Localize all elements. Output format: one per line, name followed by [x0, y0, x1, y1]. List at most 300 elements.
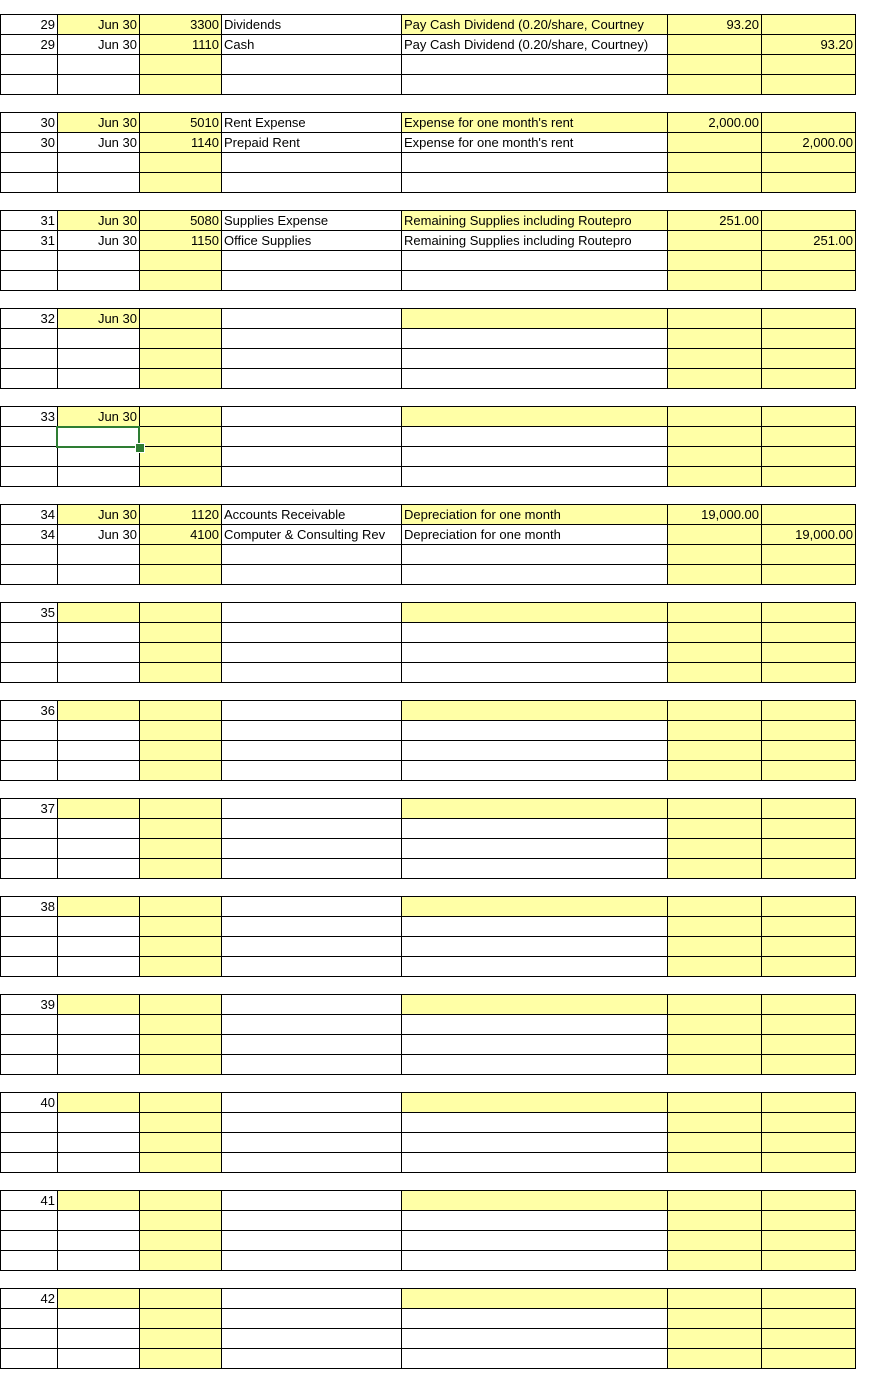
account-number-cell[interactable]: [140, 798, 222, 819]
date-cell[interactable]: [58, 14, 140, 35]
credit-cell[interactable]: [762, 1211, 856, 1231]
description-cell[interactable]: [402, 1035, 668, 1055]
account-title-cell[interactable]: [222, 602, 402, 623]
description-cell[interactable]: [402, 643, 668, 663]
debit-cell[interactable]: [668, 565, 762, 585]
credit-cell[interactable]: [762, 565, 856, 585]
account-number-cell[interactable]: [140, 1055, 222, 1075]
account-title-cell[interactable]: [222, 1092, 402, 1113]
debit-cell[interactable]: [668, 504, 762, 525]
account-number-cell[interactable]: [140, 839, 222, 859]
description-cell[interactable]: [402, 308, 668, 329]
debit-cell[interactable]: [668, 467, 762, 487]
description-cell[interactable]: [402, 896, 668, 917]
credit-cell[interactable]: [762, 1015, 856, 1035]
entry-number-cell[interactable]: [0, 643, 58, 663]
credit-cell[interactable]: [762, 1288, 856, 1309]
date-cell[interactable]: [58, 859, 140, 879]
date-cell[interactable]: [58, 741, 140, 761]
debit-cell[interactable]: [668, 1113, 762, 1133]
description-cell[interactable]: [402, 173, 668, 193]
account-title-cell[interactable]: [222, 741, 402, 761]
description-cell[interactable]: [402, 467, 668, 487]
account-number-cell[interactable]: [140, 1329, 222, 1349]
account-number-cell[interactable]: [140, 663, 222, 683]
description-cell[interactable]: [402, 545, 668, 565]
description-cell[interactable]: [402, 504, 668, 525]
debit-cell[interactable]: [668, 75, 762, 95]
entry-number-cell[interactable]: [0, 937, 58, 957]
description-cell[interactable]: [402, 741, 668, 761]
account-number-cell[interactable]: [140, 917, 222, 937]
description-cell[interactable]: [402, 602, 668, 623]
account-title-cell[interactable]: [222, 308, 402, 329]
description-cell[interactable]: [402, 153, 668, 173]
description-cell[interactable]: [402, 329, 668, 349]
account-number-cell[interactable]: [140, 1251, 222, 1271]
entry-number-cell[interactable]: [0, 859, 58, 879]
date-cell[interactable]: [58, 663, 140, 683]
account-title-cell[interactable]: [222, 349, 402, 369]
debit-cell[interactable]: [668, 623, 762, 643]
date-cell[interactable]: [58, 210, 140, 231]
date-cell[interactable]: [58, 1133, 140, 1153]
debit-cell[interactable]: [668, 1153, 762, 1173]
credit-cell[interactable]: [762, 896, 856, 917]
credit-cell[interactable]: [762, 133, 856, 153]
debit-cell[interactable]: [668, 210, 762, 231]
account-title-cell[interactable]: [222, 957, 402, 977]
account-title-cell[interactable]: [222, 1251, 402, 1271]
entry-number-cell[interactable]: [0, 957, 58, 977]
debit-cell[interactable]: [668, 896, 762, 917]
account-title-cell[interactable]: [222, 1288, 402, 1309]
account-title-cell[interactable]: [222, 1133, 402, 1153]
description-cell[interactable]: [402, 133, 668, 153]
account-number-cell[interactable]: [140, 700, 222, 721]
credit-cell[interactable]: [762, 643, 856, 663]
description-cell[interactable]: [402, 1153, 668, 1173]
account-number-cell[interactable]: [140, 210, 222, 231]
description-cell[interactable]: [402, 1288, 668, 1309]
description-cell[interactable]: [402, 349, 668, 369]
date-cell[interactable]: [58, 231, 140, 251]
account-number-cell[interactable]: [140, 623, 222, 643]
entry-number-cell[interactable]: [0, 1153, 58, 1173]
description-cell[interactable]: [402, 1133, 668, 1153]
entry-number-cell[interactable]: [0, 427, 58, 447]
account-title-cell[interactable]: [222, 565, 402, 585]
account-number-cell[interactable]: [140, 1349, 222, 1369]
entry-number-cell[interactable]: [0, 663, 58, 683]
debit-cell[interactable]: [668, 761, 762, 781]
entry-number-cell[interactable]: [0, 251, 58, 271]
account-title-cell[interactable]: [222, 1211, 402, 1231]
debit-cell[interactable]: [668, 1251, 762, 1271]
account-number-cell[interactable]: [140, 75, 222, 95]
account-title-cell[interactable]: [222, 1015, 402, 1035]
debit-cell[interactable]: [668, 55, 762, 75]
credit-cell[interactable]: [762, 329, 856, 349]
debit-cell[interactable]: [668, 173, 762, 193]
account-number-cell[interactable]: [140, 721, 222, 741]
account-title-cell[interactable]: [222, 447, 402, 467]
date-cell[interactable]: [58, 721, 140, 741]
account-title-cell[interactable]: [222, 994, 402, 1015]
credit-cell[interactable]: [762, 427, 856, 447]
date-cell[interactable]: [58, 643, 140, 663]
debit-cell[interactable]: [668, 427, 762, 447]
date-cell[interactable]: [58, 565, 140, 585]
date-cell[interactable]: [58, 406, 140, 427]
account-number-cell[interactable]: [140, 896, 222, 917]
debit-cell[interactable]: [668, 35, 762, 55]
description-cell[interactable]: [402, 427, 668, 447]
description-cell[interactable]: [402, 1349, 668, 1369]
account-title-cell[interactable]: [222, 75, 402, 95]
entry-number-cell[interactable]: [0, 545, 58, 565]
account-title-cell[interactable]: [222, 721, 402, 741]
description-cell[interactable]: [402, 231, 668, 251]
description-cell[interactable]: [402, 623, 668, 643]
credit-cell[interactable]: [762, 721, 856, 741]
credit-cell[interactable]: [762, 447, 856, 467]
date-cell[interactable]: [58, 761, 140, 781]
entry-number-cell[interactable]: [0, 231, 58, 251]
description-cell[interactable]: [402, 406, 668, 427]
account-title-cell[interactable]: [222, 112, 402, 133]
debit-cell[interactable]: [668, 271, 762, 291]
credit-cell[interactable]: [762, 271, 856, 291]
account-number-cell[interactable]: [140, 761, 222, 781]
account-title-cell[interactable]: [222, 467, 402, 487]
description-cell[interactable]: [402, 35, 668, 55]
account-number-cell[interactable]: [140, 819, 222, 839]
debit-cell[interactable]: [668, 859, 762, 879]
description-cell[interactable]: [402, 210, 668, 231]
entry-number-cell[interactable]: [0, 75, 58, 95]
description-cell[interactable]: [402, 839, 668, 859]
account-number-cell[interactable]: [140, 427, 222, 447]
account-title-cell[interactable]: [222, 917, 402, 937]
credit-cell[interactable]: [762, 545, 856, 565]
entry-number-cell[interactable]: [0, 349, 58, 369]
account-number-cell[interactable]: [140, 1153, 222, 1173]
account-title-cell[interactable]: [222, 504, 402, 525]
credit-cell[interactable]: [762, 819, 856, 839]
entry-number-cell[interactable]: [0, 14, 58, 35]
description-cell[interactable]: [402, 112, 668, 133]
debit-cell[interactable]: [668, 1133, 762, 1153]
entry-number-cell[interactable]: [0, 700, 58, 721]
account-number-cell[interactable]: [140, 1190, 222, 1211]
date-cell[interactable]: [58, 937, 140, 957]
account-number-cell[interactable]: [140, 1092, 222, 1113]
date-cell[interactable]: [58, 896, 140, 917]
entry-number-cell[interactable]: [0, 1092, 58, 1113]
date-cell[interactable]: [58, 525, 140, 545]
debit-cell[interactable]: [668, 112, 762, 133]
date-cell[interactable]: [58, 75, 140, 95]
debit-cell[interactable]: [668, 308, 762, 329]
description-cell[interactable]: [402, 75, 668, 95]
date-cell[interactable]: [58, 602, 140, 623]
description-cell[interactable]: [402, 721, 668, 741]
credit-cell[interactable]: [762, 1231, 856, 1251]
entry-number-cell[interactable]: [0, 721, 58, 741]
date-cell[interactable]: [58, 55, 140, 75]
account-title-cell[interactable]: [222, 271, 402, 291]
debit-cell[interactable]: [668, 545, 762, 565]
debit-cell[interactable]: [668, 798, 762, 819]
description-cell[interactable]: [402, 859, 668, 879]
entry-number-cell[interactable]: [0, 1113, 58, 1133]
date-cell[interactable]: [58, 1153, 140, 1173]
account-number-cell[interactable]: [140, 467, 222, 487]
date-cell[interactable]: [58, 271, 140, 291]
description-cell[interactable]: [402, 917, 668, 937]
account-number-cell[interactable]: [140, 112, 222, 133]
debit-cell[interactable]: [668, 957, 762, 977]
debit-cell[interactable]: [668, 14, 762, 35]
entry-number-cell[interactable]: [0, 1211, 58, 1231]
account-title-cell[interactable]: [222, 173, 402, 193]
debit-cell[interactable]: [668, 839, 762, 859]
description-cell[interactable]: [402, 1113, 668, 1133]
account-number-cell[interactable]: [140, 1231, 222, 1251]
entry-number-cell[interactable]: [0, 602, 58, 623]
credit-cell[interactable]: [762, 798, 856, 819]
entry-number-cell[interactable]: [0, 447, 58, 467]
date-cell[interactable]: [58, 545, 140, 565]
account-number-cell[interactable]: [140, 994, 222, 1015]
credit-cell[interactable]: [762, 1035, 856, 1055]
description-cell[interactable]: [402, 700, 668, 721]
description-cell[interactable]: [402, 1329, 668, 1349]
debit-cell[interactable]: [668, 1035, 762, 1055]
debit-cell[interactable]: [668, 231, 762, 251]
account-number-cell[interactable]: [140, 447, 222, 467]
date-cell[interactable]: [58, 623, 140, 643]
credit-cell[interactable]: [762, 153, 856, 173]
credit-cell[interactable]: [762, 623, 856, 643]
description-cell[interactable]: [402, 1092, 668, 1113]
credit-cell[interactable]: [762, 1055, 856, 1075]
entry-number-cell[interactable]: [0, 896, 58, 917]
entry-number-cell[interactable]: [0, 35, 58, 55]
account-number-cell[interactable]: [140, 1015, 222, 1035]
entry-number-cell[interactable]: [0, 565, 58, 585]
description-cell[interactable]: [402, 14, 668, 35]
entry-number-cell[interactable]: [0, 761, 58, 781]
debit-cell[interactable]: [668, 369, 762, 389]
date-cell[interactable]: [58, 1288, 140, 1309]
description-cell[interactable]: [402, 1190, 668, 1211]
date-cell[interactable]: [58, 447, 140, 467]
debit-cell[interactable]: [668, 1055, 762, 1075]
credit-cell[interactable]: [762, 14, 856, 35]
account-number-cell[interactable]: [140, 406, 222, 427]
account-title-cell[interactable]: [222, 700, 402, 721]
date-cell[interactable]: [58, 700, 140, 721]
date-cell[interactable]: [58, 819, 140, 839]
credit-cell[interactable]: [762, 1113, 856, 1133]
account-number-cell[interactable]: [140, 1035, 222, 1055]
account-number-cell[interactable]: [140, 504, 222, 525]
credit-cell[interactable]: [762, 700, 856, 721]
debit-cell[interactable]: [668, 1309, 762, 1329]
account-number-cell[interactable]: [140, 859, 222, 879]
entry-number-cell[interactable]: [0, 798, 58, 819]
debit-cell[interactable]: [668, 153, 762, 173]
credit-cell[interactable]: [762, 1190, 856, 1211]
credit-cell[interactable]: [762, 525, 856, 545]
entry-number-cell[interactable]: [0, 112, 58, 133]
account-number-cell[interactable]: [140, 525, 222, 545]
account-number-cell[interactable]: [140, 369, 222, 389]
account-number-cell[interactable]: [140, 271, 222, 291]
account-title-cell[interactable]: [222, 663, 402, 683]
credit-cell[interactable]: [762, 994, 856, 1015]
description-cell[interactable]: [402, 447, 668, 467]
debit-cell[interactable]: [668, 917, 762, 937]
credit-cell[interactable]: [762, 602, 856, 623]
account-title-cell[interactable]: [222, 1153, 402, 1173]
account-number-cell[interactable]: [140, 14, 222, 35]
account-number-cell[interactable]: [140, 1211, 222, 1231]
date-cell[interactable]: [58, 917, 140, 937]
description-cell[interactable]: [402, 663, 668, 683]
account-number-cell[interactable]: [140, 173, 222, 193]
account-title-cell[interactable]: [222, 819, 402, 839]
debit-cell[interactable]: [668, 937, 762, 957]
active-cell-selection[interactable]: [56, 426, 140, 448]
account-title-cell[interactable]: [222, 1035, 402, 1055]
date-cell[interactable]: [58, 112, 140, 133]
account-number-cell[interactable]: [140, 602, 222, 623]
account-title-cell[interactable]: [222, 1231, 402, 1251]
account-title-cell[interactable]: [222, 210, 402, 231]
credit-cell[interactable]: [762, 1329, 856, 1349]
entry-number-cell[interactable]: [0, 1035, 58, 1055]
account-title-cell[interactable]: [222, 623, 402, 643]
account-number-cell[interactable]: [140, 1113, 222, 1133]
credit-cell[interactable]: [762, 663, 856, 683]
entry-number-cell[interactable]: [0, 1015, 58, 1035]
credit-cell[interactable]: [762, 112, 856, 133]
fill-handle[interactable]: [135, 443, 145, 453]
description-cell[interactable]: [402, 957, 668, 977]
date-cell[interactable]: [58, 251, 140, 271]
account-title-cell[interactable]: [222, 937, 402, 957]
account-number-cell[interactable]: [140, 1309, 222, 1329]
debit-cell[interactable]: [668, 819, 762, 839]
debit-cell[interactable]: [668, 251, 762, 271]
debit-cell[interactable]: [668, 406, 762, 427]
date-cell[interactable]: [58, 1015, 140, 1035]
debit-cell[interactable]: [668, 349, 762, 369]
entry-number-cell[interactable]: [0, 271, 58, 291]
credit-cell[interactable]: [762, 75, 856, 95]
credit-cell[interactable]: [762, 741, 856, 761]
date-cell[interactable]: [58, 1329, 140, 1349]
credit-cell[interactable]: [762, 1349, 856, 1369]
account-number-cell[interactable]: [140, 1288, 222, 1309]
account-title-cell[interactable]: [222, 1349, 402, 1369]
description-cell[interactable]: [402, 369, 668, 389]
account-number-cell[interactable]: [140, 937, 222, 957]
account-number-cell[interactable]: [140, 329, 222, 349]
debit-cell[interactable]: [668, 1349, 762, 1369]
entry-number-cell[interactable]: [0, 819, 58, 839]
credit-cell[interactable]: [762, 231, 856, 251]
credit-cell[interactable]: [762, 369, 856, 389]
account-number-cell[interactable]: [140, 1133, 222, 1153]
credit-cell[interactable]: [762, 1309, 856, 1329]
credit-cell[interactable]: [762, 957, 856, 977]
account-title-cell[interactable]: [222, 231, 402, 251]
account-title-cell[interactable]: [222, 1055, 402, 1075]
account-number-cell[interactable]: [140, 55, 222, 75]
debit-cell[interactable]: [668, 1092, 762, 1113]
account-title-cell[interactable]: [222, 1329, 402, 1349]
account-number-cell[interactable]: [140, 349, 222, 369]
entry-number-cell[interactable]: [0, 525, 58, 545]
date-cell[interactable]: [58, 173, 140, 193]
date-cell[interactable]: [58, 1055, 140, 1075]
debit-cell[interactable]: [668, 1288, 762, 1309]
description-cell[interactable]: [402, 1211, 668, 1231]
account-number-cell[interactable]: [140, 741, 222, 761]
date-cell[interactable]: [58, 467, 140, 487]
credit-cell[interactable]: [762, 839, 856, 859]
entry-number-cell[interactable]: [0, 1329, 58, 1349]
debit-cell[interactable]: [668, 721, 762, 741]
account-title-cell[interactable]: [222, 133, 402, 153]
credit-cell[interactable]: [762, 1133, 856, 1153]
debit-cell[interactable]: [668, 1190, 762, 1211]
entry-number-cell[interactable]: [0, 467, 58, 487]
entry-number-cell[interactable]: [0, 994, 58, 1015]
entry-number-cell[interactable]: [0, 308, 58, 329]
description-cell[interactable]: [402, 1309, 668, 1329]
credit-cell[interactable]: [762, 467, 856, 487]
entry-number-cell[interactable]: [0, 1190, 58, 1211]
entry-number-cell[interactable]: [0, 369, 58, 389]
entry-number-cell[interactable]: [0, 1231, 58, 1251]
entry-number-cell[interactable]: [0, 329, 58, 349]
entry-number-cell[interactable]: [0, 1133, 58, 1153]
account-title-cell[interactable]: [222, 859, 402, 879]
debit-cell[interactable]: [668, 329, 762, 349]
entry-number-cell[interactable]: [0, 55, 58, 75]
date-cell[interactable]: [58, 504, 140, 525]
account-title-cell[interactable]: [222, 798, 402, 819]
debit-cell[interactable]: [668, 1329, 762, 1349]
credit-cell[interactable]: [762, 349, 856, 369]
account-number-cell[interactable]: [140, 35, 222, 55]
date-cell[interactable]: [58, 798, 140, 819]
entry-number-cell[interactable]: [0, 210, 58, 231]
entry-number-cell[interactable]: [0, 839, 58, 859]
credit-cell[interactable]: [762, 504, 856, 525]
entry-number-cell[interactable]: [0, 1288, 58, 1309]
date-cell[interactable]: [58, 329, 140, 349]
credit-cell[interactable]: [762, 1153, 856, 1173]
account-title-cell[interactable]: [222, 1190, 402, 1211]
account-title-cell[interactable]: [222, 1113, 402, 1133]
account-title-cell[interactable]: [222, 153, 402, 173]
